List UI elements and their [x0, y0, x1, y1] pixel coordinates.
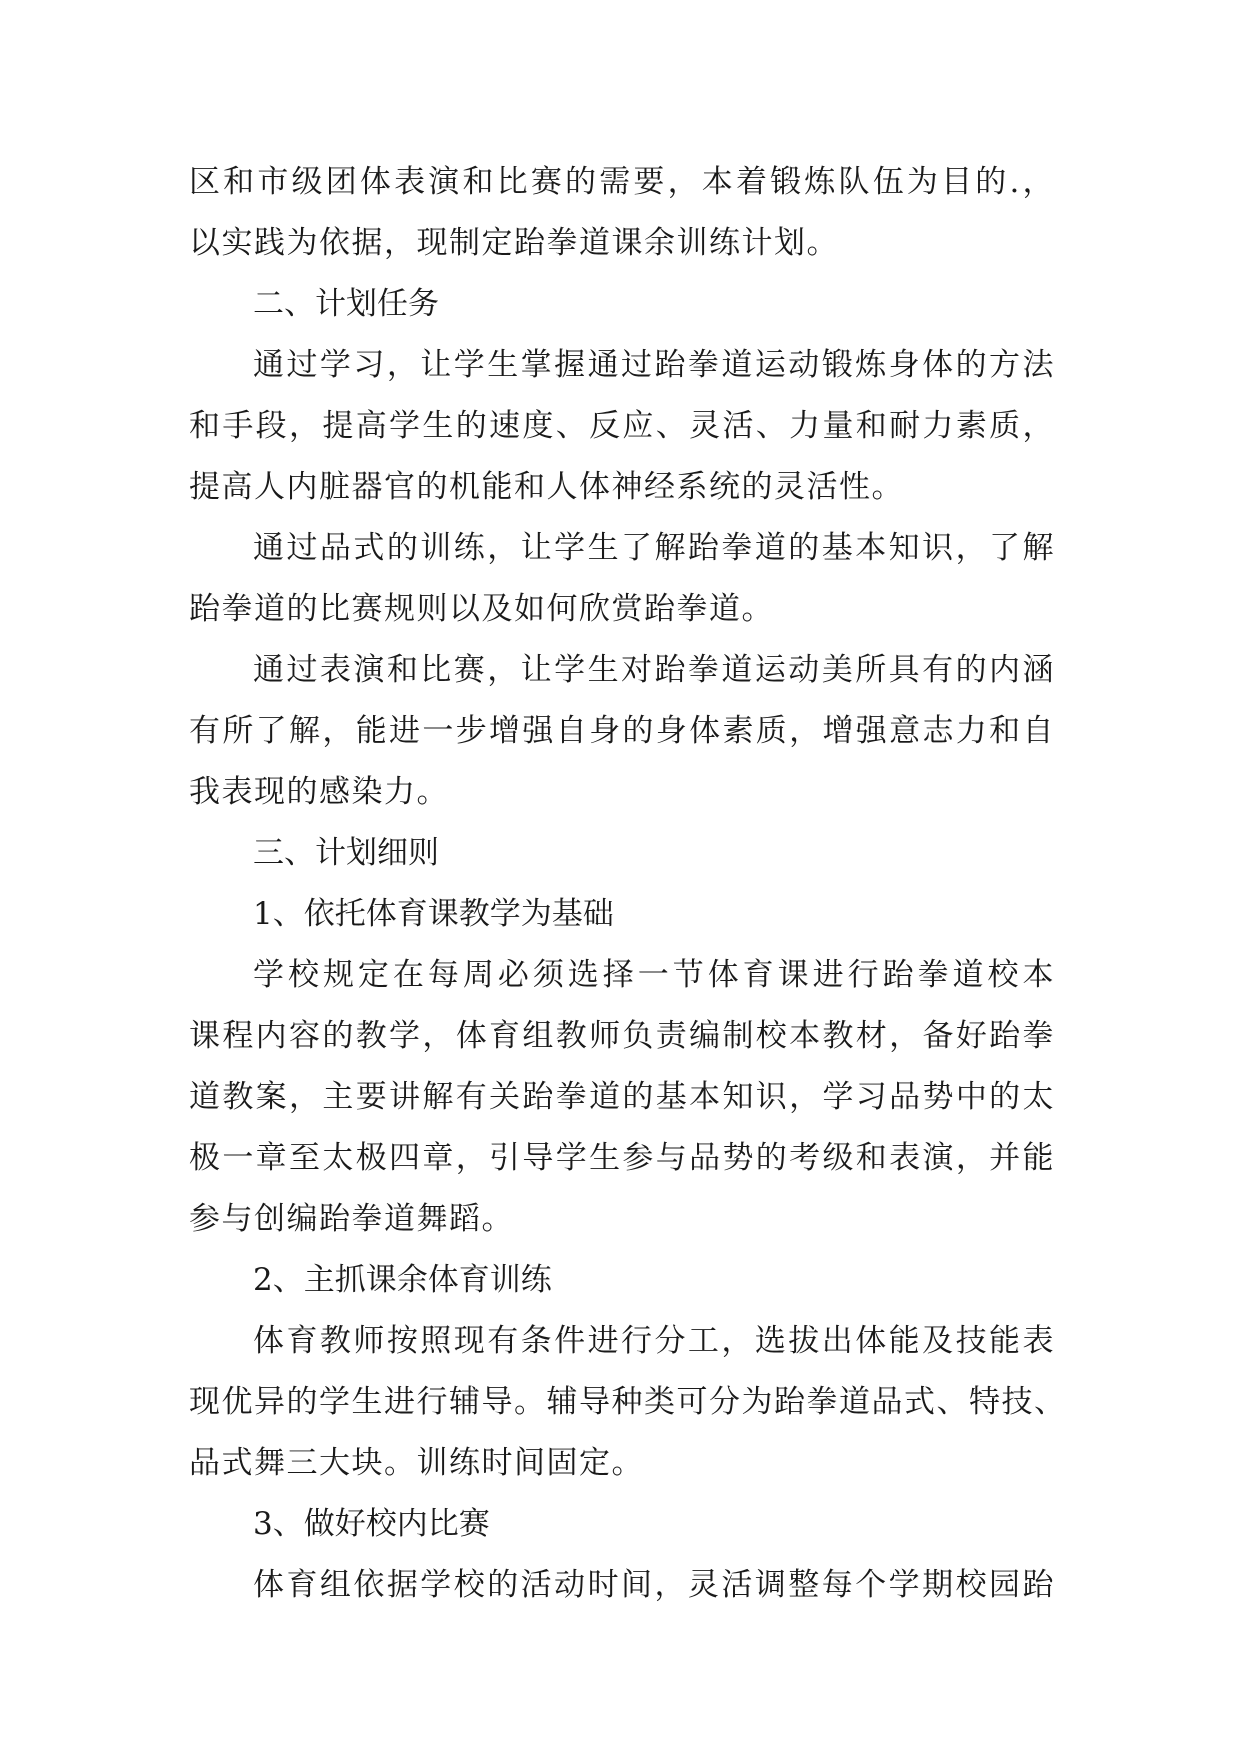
- text-line-21: 现优异的学生进行辅导。辅导种类可分为跆拳道品式、特技、: [189, 1384, 1067, 1420]
- text-line-7: 通过品式的训练，让学生了解跆拳道的基本知识，了解: [253, 530, 1055, 566]
- text-line-10: 有所了解，能进一步增强自身的身体素质，增强意志力和自: [189, 713, 1055, 749]
- text-line-16: 道教案，主要讲解有关跆拳道的基本知识，学习品势中的太: [189, 1079, 1055, 1115]
- text-line-18: 参与创编跆拳道舞蹈。: [189, 1201, 514, 1237]
- text-line-11: 我表现的感染力。: [189, 774, 449, 810]
- text-line-5: 和手段，提高学生的速度、反应、灵活、力量和耐力素质，: [189, 408, 1055, 444]
- text-line-15: 课程内容的教学，体育组教师负责编制校本教材，备好跆拳: [189, 1018, 1055, 1054]
- text-line-24: 体育组依据学校的活动时间，灵活调整每个学期校园跆: [253, 1567, 1055, 1603]
- text-line-2: 以实践为依据，现制定跆拳道课余训练计划。: [189, 225, 839, 261]
- text-line-6: 提高人内脏器官的机能和人体神经系统的灵活性。: [189, 469, 904, 505]
- text-line-1: 区和市级团体表演和比赛的需要，本着锻炼队伍为目的.，: [189, 164, 1055, 200]
- subheading-3: 3、做好校内比赛: [253, 1506, 490, 1542]
- text-line-20: 体育教师按照现有条件进行分工，选拔出体能及技能表: [253, 1323, 1055, 1359]
- text-line-14: 学校规定在每周必须选择一节体育课进行跆拳道校本: [253, 957, 1055, 993]
- text-line-17: 极一章至太极四章，引导学生参与品势的考级和表演，并能: [189, 1140, 1055, 1176]
- text-line-4: 通过学习，让学生掌握通过跆拳道运动锻炼身体的方法: [253, 347, 1055, 383]
- subheading-1: 1、依托体育课教学为基础: [253, 896, 614, 932]
- text-line-8: 跆拳道的比赛规则以及如何欣赏跆拳道。: [189, 591, 774, 627]
- text-line-22: 品式舞三大块。训练时间固定。: [189, 1445, 644, 1481]
- text-line-9: 通过表演和比赛，让学生对跆拳道运动美所具有的内涵: [253, 652, 1055, 688]
- section-heading-2: 二、计划任务: [253, 286, 439, 322]
- section-heading-3: 三、计划细则: [253, 835, 439, 871]
- subheading-2: 2、主抓课余体育训练: [253, 1262, 552, 1298]
